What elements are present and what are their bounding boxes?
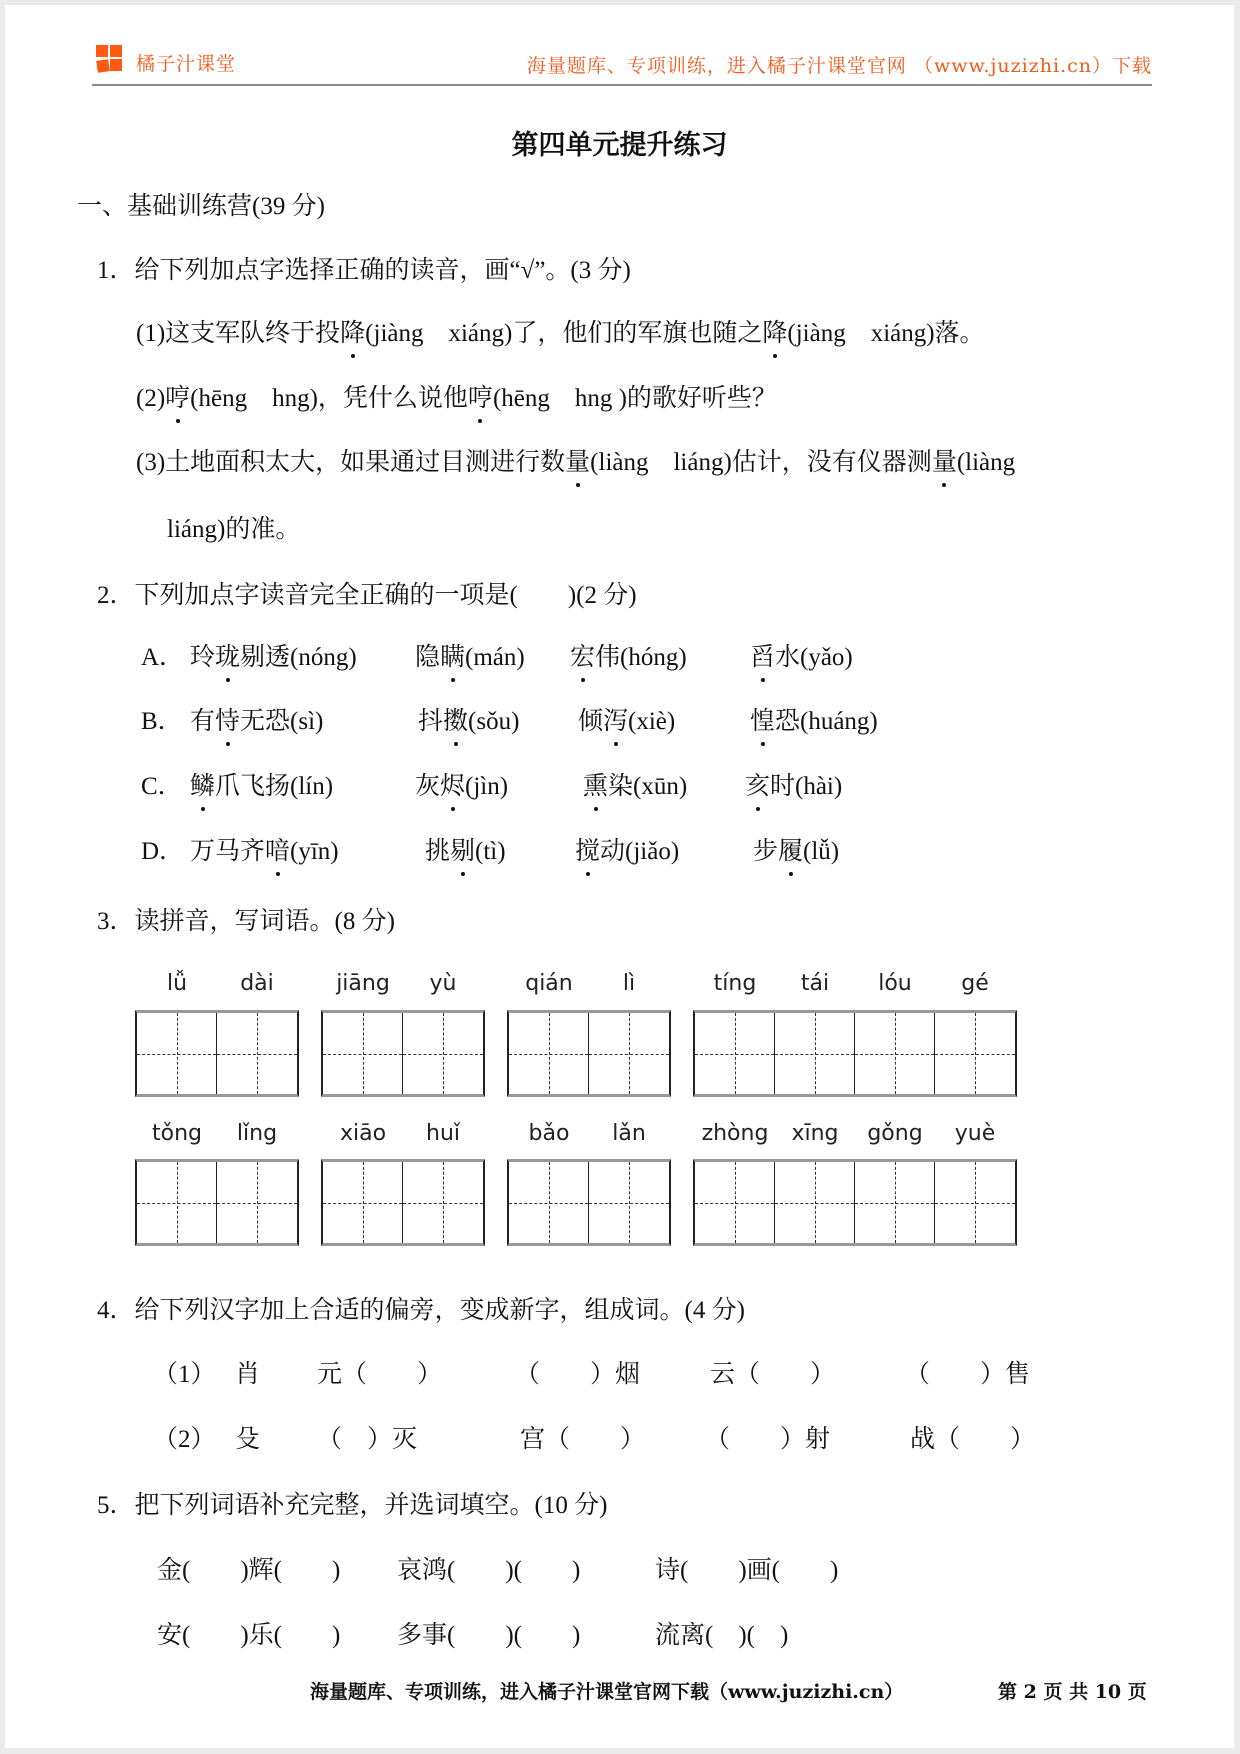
q2-option-word: 灰烬(jìn)	[415, 766, 508, 802]
pinyin-label: tái	[800, 971, 830, 996]
writing-grid-group[interactable]	[321, 1010, 485, 1097]
q2-option-word: 惶恐(huáng)	[750, 701, 878, 737]
q2-prompt: 2．下列加点字读音完全正确的一项是( )(2 分)	[97, 582, 637, 609]
dotted-char: 喑	[265, 831, 290, 867]
pinyin-label: bǎo	[528, 1121, 570, 1146]
pinyin-label: xīng	[791, 1121, 839, 1146]
writing-cell[interactable]	[855, 1013, 935, 1094]
q2-option-word: 挑剔(tì)	[425, 831, 506, 867]
pinyin-label: dài	[240, 971, 274, 996]
pinyin-label: xiāo	[339, 1121, 387, 1146]
pinyin-label: qián	[525, 971, 573, 996]
q1-prompt: 1．给下列加点字选择正确的读音，画“√”。(3 分)	[97, 257, 631, 284]
dotted-char: 降	[340, 313, 365, 349]
writing-grid-group[interactable]	[321, 1159, 485, 1246]
q5-idiom-blank[interactable]: 金( )辉( )	[157, 1557, 341, 1584]
q4-blank[interactable]: （ ）射	[705, 1426, 831, 1453]
pinyin-label: lóu	[878, 971, 912, 996]
writing-cell[interactable]	[403, 1162, 483, 1243]
q5-idiom-blank[interactable]: 哀鸿( )( )	[397, 1557, 581, 1584]
dotted-char: 泻	[603, 701, 628, 737]
q2-option-word: 亥时(hài)	[745, 766, 842, 802]
writing-cell[interactable]	[589, 1013, 669, 1094]
q3-prompt: 3．读拼音，写词语。(8 分)	[97, 908, 395, 935]
q1-item3-continued: liáng)的准。	[167, 516, 301, 543]
q2-option-word: 有恃无恐(sì)	[190, 701, 323, 737]
q2-option-word: 熏染(xūn)	[583, 766, 687, 802]
q5-prompt: 5．把下列词语补充完整，并选词填空。(10 分)	[97, 1492, 608, 1519]
q4-blank[interactable]: （ ）售	[905, 1361, 1031, 1388]
dotted-char: 履	[778, 831, 803, 867]
dotted-char: 熏	[583, 766, 608, 802]
writing-cell[interactable]	[855, 1162, 935, 1243]
q2-option-word: 隐瞒(mán)	[415, 637, 525, 673]
dotted-char: 惶	[750, 701, 775, 737]
page-number: 第 2 页 共 10 页	[998, 1681, 1147, 1703]
q2-option-word: 倾泻(xiè)	[578, 701, 675, 737]
writing-grid-group[interactable]	[693, 1010, 1017, 1097]
writing-grid-group[interactable]	[135, 1010, 299, 1097]
dotted-char: 烬	[440, 766, 465, 802]
pinyin-label: yù	[429, 971, 457, 996]
q4-blank[interactable]: （ ）灭	[317, 1426, 418, 1453]
q4-blank[interactable]: 肖	[235, 1361, 261, 1388]
writing-cell[interactable]	[935, 1162, 1015, 1243]
q2-option-word: 鳞爪飞扬(lín)	[190, 766, 333, 802]
writing-cell[interactable]	[509, 1013, 589, 1094]
q2-option-label: A．	[141, 644, 185, 671]
dotted-char: 鳞	[190, 766, 215, 802]
dotted-char: 哼	[165, 378, 190, 414]
writing-cell[interactable]	[509, 1162, 589, 1243]
q5-idiom-blank[interactable]: 多事( )( )	[397, 1622, 581, 1649]
dotted-char: 亥	[745, 766, 770, 802]
pinyin-label: lǚ	[166, 971, 188, 996]
writing-cell[interactable]	[775, 1162, 855, 1243]
dotted-char: 恃	[215, 701, 240, 737]
pinyin-label: yuè	[954, 1121, 996, 1146]
pinyin-label: tíng	[713, 971, 757, 996]
dotted-char: 哼	[468, 378, 493, 414]
q4-blank[interactable]: 宫（ ）	[520, 1426, 646, 1453]
dotted-char: 珑	[215, 637, 240, 673]
q2-option-label: D．	[141, 838, 185, 865]
pinyin-label: gǒng	[867, 1121, 923, 1146]
writing-cell[interactable]	[137, 1162, 217, 1243]
q4-blank[interactable]: （ ）烟	[515, 1361, 641, 1388]
q4-blank[interactable]: 殳	[235, 1426, 261, 1453]
section-heading: 一、基础训练营(39 分)	[77, 193, 325, 220]
pinyin-label: zhòng	[701, 1121, 769, 1146]
q4-blank[interactable]: 元（ ）	[317, 1361, 443, 1388]
writing-cell[interactable]	[217, 1013, 297, 1094]
pinyin-label: huǐ	[426, 1121, 460, 1146]
q2-option-word: 步履(lǚ)	[753, 831, 839, 867]
dotted-char: 宏	[570, 637, 595, 673]
q2-option-word: 抖擞(sǒu)	[418, 701, 519, 737]
writing-grid-group[interactable]	[507, 1010, 671, 1097]
q5-idiom-blank[interactable]: 安( )乐( )	[157, 1622, 341, 1649]
page-title: 第四单元提升练习	[511, 130, 728, 161]
pinyin-label: lǐng	[236, 1121, 278, 1146]
q5-idiom-blank[interactable]: 流离( )( )	[655, 1622, 789, 1649]
q5-idiom-blank[interactable]: 诗( )画( )	[655, 1557, 839, 1584]
pinyin-label: lǎn	[612, 1121, 646, 1146]
dotted-char: 舀	[750, 637, 775, 673]
document-page	[5, 5, 1234, 1748]
dotted-char: 量	[565, 442, 590, 478]
q2-option-label: B．	[141, 708, 183, 735]
dotted-char: 量	[932, 442, 957, 478]
writing-cell[interactable]	[323, 1162, 403, 1243]
writing-cell[interactable]	[695, 1013, 775, 1094]
dotted-char: 擞	[443, 701, 468, 737]
dotted-char: 搅	[575, 831, 600, 867]
dotted-char: 剔	[450, 831, 475, 867]
dotted-char: 降	[762, 313, 787, 349]
writing-cell[interactable]	[217, 1162, 297, 1243]
q1-item2: (2)哼(hēng hng)，凭什么说他哼(hēng hng )的歌好听些？	[136, 378, 777, 414]
writing-grid-group[interactable]	[693, 1159, 1017, 1246]
writing-grid-group[interactable]	[135, 1159, 299, 1246]
writing-grid-group[interactable]	[507, 1159, 671, 1246]
writing-cell[interactable]	[403, 1013, 483, 1094]
q2-option-word: 舀水(yǎo)	[750, 637, 853, 673]
dotted-char: 瞒	[440, 637, 465, 673]
writing-cell[interactable]	[935, 1013, 1015, 1094]
q1-item1: (1)这支军队终于投降(jiàng xiáng)了，他们的军旗也随之降(jiàng xiáng)落。	[136, 313, 985, 349]
q4-prompt: 4．给下列汉字加上合适的偏旁，变成新字，组成词。(4 分)	[97, 1297, 745, 1324]
writing-cell[interactable]	[323, 1013, 403, 1094]
q2-option-label: C．	[141, 773, 183, 800]
writing-cell[interactable]	[695, 1162, 775, 1243]
header-brand: 橘子汁课堂	[136, 53, 237, 75]
q2-option-word: 宏伟(hóng)	[570, 637, 687, 673]
pinyin-label: tǒng	[152, 1121, 202, 1146]
q4-blank[interactable]: 战（ ）	[910, 1426, 1036, 1453]
q2-option-word: 万马齐喑(yīn)	[190, 831, 339, 867]
writing-cell[interactable]	[137, 1013, 217, 1094]
q4-item-number: （1）	[153, 1361, 216, 1388]
header-slogan[interactable]: 海量题库、专项训练，进入橘子汁课堂官网 （www.juzizhi.cn）下载	[526, 55, 1152, 77]
writing-cell[interactable]	[589, 1162, 669, 1243]
q2-option-word: 玲珑剔透(nóng)	[190, 637, 357, 673]
q4-item-number: （2）	[153, 1426, 216, 1453]
header-divider	[92, 84, 1152, 86]
writing-cell[interactable]	[775, 1013, 855, 1094]
pinyin-label: jiāng	[336, 971, 390, 996]
q1-item3: (3)土地面积太大，如果通过目测进行数量(liàng liáng)估计，没有仪器测量(liàng	[136, 442, 1015, 478]
juzizhi-logo-icon	[96, 45, 124, 75]
pinyin-label: lì	[622, 971, 636, 996]
q2-option-word: 搅动(jiǎo)	[575, 831, 679, 867]
footer-slogan[interactable]: 海量题库、专项训练，进入橘子汁课堂官网下载（www.juzizhi.cn）	[310, 1681, 904, 1703]
pinyin-label: gé	[961, 971, 989, 996]
q4-blank[interactable]: 云（ ）	[710, 1361, 836, 1388]
